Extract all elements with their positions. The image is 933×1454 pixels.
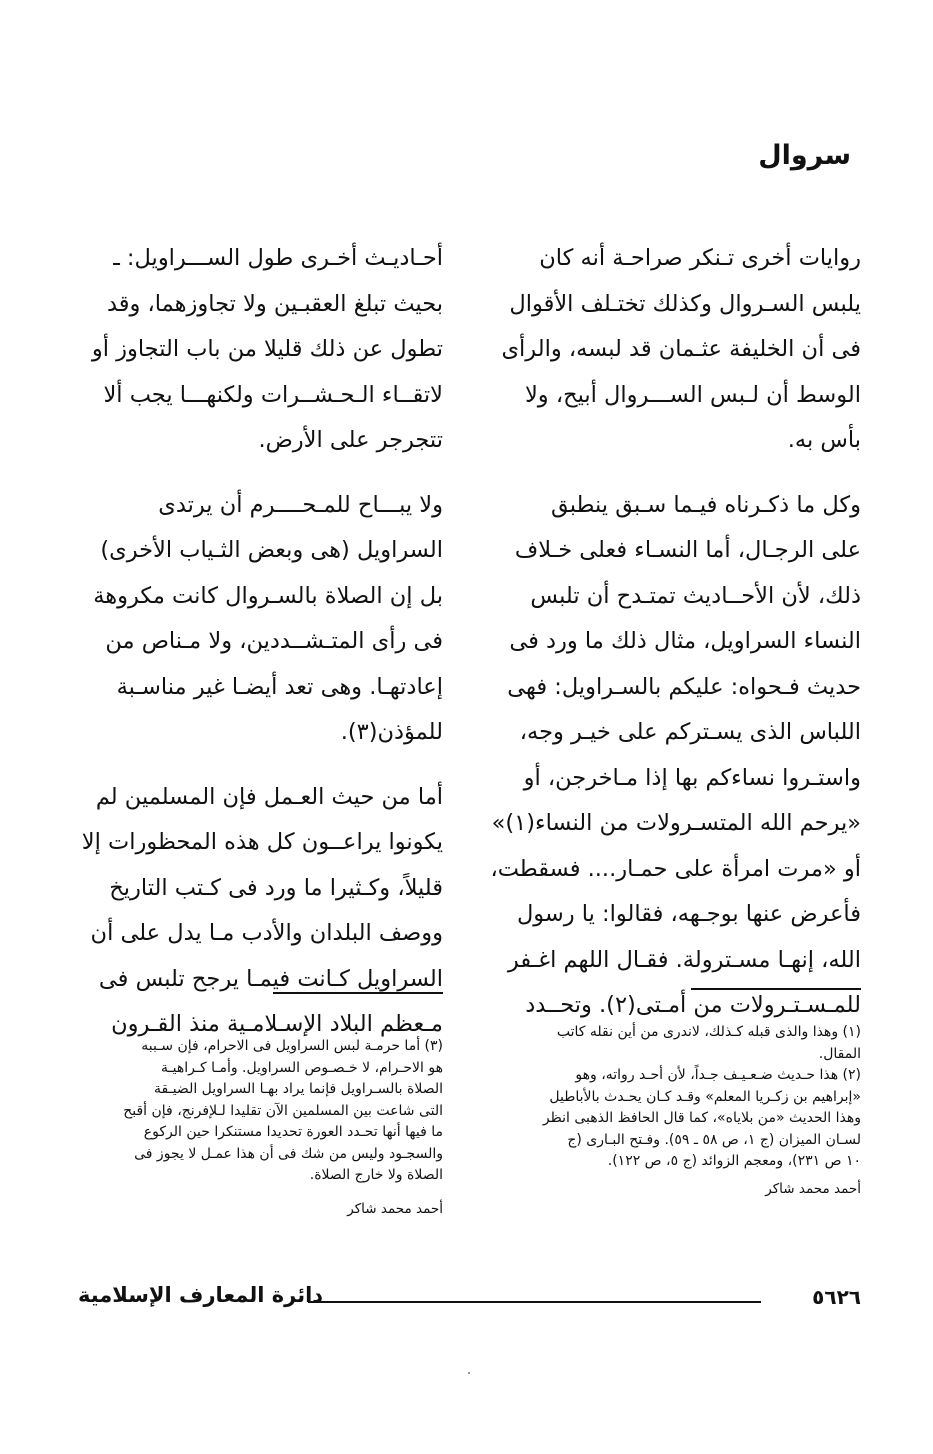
text-line: للمـسـتـرولات من أمـتى(٢). وتحــدد [525,992,861,1018]
footnote-separator [273,992,443,994]
text-line: واستـروا نساءكم بها إذا مـاخرجن، أو [523,764,861,791]
text-line: أحـاديـث أخـرى طول الســـراويل: ـ [113,245,443,271]
text-line: بأس به. [787,427,861,453]
text-line: تتجرجر على الأرض. [258,427,443,453]
footnote-line: التى شاعت بين المسلمين الآن تقليدا لـلإفرنج، فإن أقبح [123,1102,443,1119]
footnote-line: (١) وهذا والذى قبله كـذلك، لاندرى من أين نقله كاتب [556,1024,861,1040]
footnote [83,1036,443,1187]
text-line: السراويل كـانت فيمـا يرجح تلبس فى [98,965,443,992]
right-column [490,236,861,1029]
footnote-line: (٢) هذا حـديث ضـعـيـف جـداً، لأن أحـد رواته، وهو [575,1067,861,1083]
text-line: وكل ما ذكـرناه فيـما سـبق ينطبق [551,491,861,518]
footnote-line: الصلاة ولا خارج الصلاة. [309,1167,443,1183]
text-line: «يرحم الله المتسـرولات من النساء(١)» [491,810,861,836]
text-line: فأعرض عنها بوجـهه، فقالوا: يا رسول [516,901,861,927]
footnote-signature: أحمد محمد شاكر [765,1180,861,1197]
footnote-line: المقال. [818,1045,861,1062]
text-line: أو «مرت امرأة على حمـار.... فسقطت، [490,855,861,882]
footnote-line: الصلاة بالسـراويل فإنما يراد بهـا السراويل الضيـقة [154,1081,443,1097]
text-line: الوسط أن لـبس الســـروال أبيح، ولا [524,381,861,408]
footnote [501,1065,861,1173]
footnote-line: ما فيها أنها تحـدد العورة تحديدا مستنكرا حين الركوع [143,1124,443,1140]
text-line: بحيث تبلغ العقبـين ولا تجاوزهما، وقد [106,290,443,317]
page-footer [78,1285,861,1325]
text-line: بل إن الصلاة بالسـروال كانت مكروهة [93,582,443,609]
left-column [83,236,443,1048]
text-line: روايات أخرى تـنكر صراحـة أنه كان [539,245,861,271]
text-line: ووصف البلدان والأدب مـا يدل على أن [90,920,443,946]
text-line: تطول عن ذلك قليلا من باب التجاوز أو [91,336,443,362]
text-line: يكونوا يراعــون كل هذه المحظورات إلا [81,829,443,855]
text-line: أما من حيث العـمل فإن المسلمين لم [95,783,443,810]
footnote-separator [691,988,861,990]
footnotes-right [501,1022,861,1200]
text-line: يلبس السـروال وكذلك تختـلف الأقوال [509,290,861,317]
footnote-line: والسجـود وليس من شك فى أن هذا عمـل لا يجوز فى [134,1145,443,1162]
paragraph [83,775,443,1048]
text-line: مـعظم البلاد الإسـلامـية منذ القـرون [111,1011,443,1037]
text-line: قليلاً، وكـثيرا ما ورد فى كـتب التاريخ [109,874,443,901]
text-line: لاتقــاء الـحـشــرات ولكنهـــا يجب ألا [103,381,443,408]
footnote-line: هو الاحـرام، لا خـصـوص السراويل. وأمـا كـراهيـة [161,1059,443,1076]
text-line: فى أن الخليفة عثـمان قد لبسه، والرأى [501,336,861,362]
footnote-signature: أحمد محمد شاكر [347,1200,443,1217]
page-number: ٥٦٢٦ [812,1285,861,1309]
footnote-line: (٣) أما حرمـة لبس السراويل فى الاحرام، فإن سـببه [141,1038,443,1054]
text-line: حديث فـحواه: عليكم بالسـراويل: فهى [507,673,861,700]
text-line: اللباس الذى يسـتركم على خيـر وجه، [519,719,861,745]
paragraph [490,483,861,1029]
text-line: ذلك، لأن الأحــاديث تمتـدح أن تلبس [530,582,861,609]
text-line: على الرجـال، أما النسـاء فعلى خـلاف [514,537,861,563]
journal-title: دائرة المعارف الإسلامية [78,1283,324,1307]
footnote-line: لسـان الميزان (ج ١، ص ٥٨ ـ ٥٩). وفـتح البـارى (ج [567,1131,861,1148]
text-line: إعادتهـا. وهى تعد أيضـا غير مناسـبة [116,673,443,700]
text-line: ولا يبـــاح للمـحــــرم أن يرتدى [158,491,443,518]
text-line: الله، إنهـا مسـترولة. فقـال اللهم اغـفر [507,946,861,973]
footer-rule [308,1301,761,1303]
paragraph [501,236,861,464]
running-head-title: سروال [758,140,851,171]
scan-speck [468,1372,470,1374]
footnote-line: وهذا الحديث «من بلاياه»، كما قال الحافظ الذهبى انظر [542,1110,861,1126]
paragraph [83,483,443,756]
footnote-line: ١٠ ص ٢٣١)، ومعجم الزوائد (ج ٥، ص ١٢٢). [607,1153,861,1169]
text-line: السراويل (هى وبعض الثـياب الأخرى) [100,537,443,563]
text-line: النساء السراويل، مثال ذلك ما ورد فى [509,628,861,654]
footnotes-left [83,1036,443,1220]
footnote-line: «إبراهيم بن زكـريا المعلم» وقـد كـان يحـدث بالأباطيل [549,1088,861,1105]
paragraph [83,236,443,464]
text-line: فى رأى المتـشــددين، ولا مـناص من [105,628,443,654]
footnote [501,1022,861,1065]
text-line: للمؤذن(٣). [340,719,443,745]
